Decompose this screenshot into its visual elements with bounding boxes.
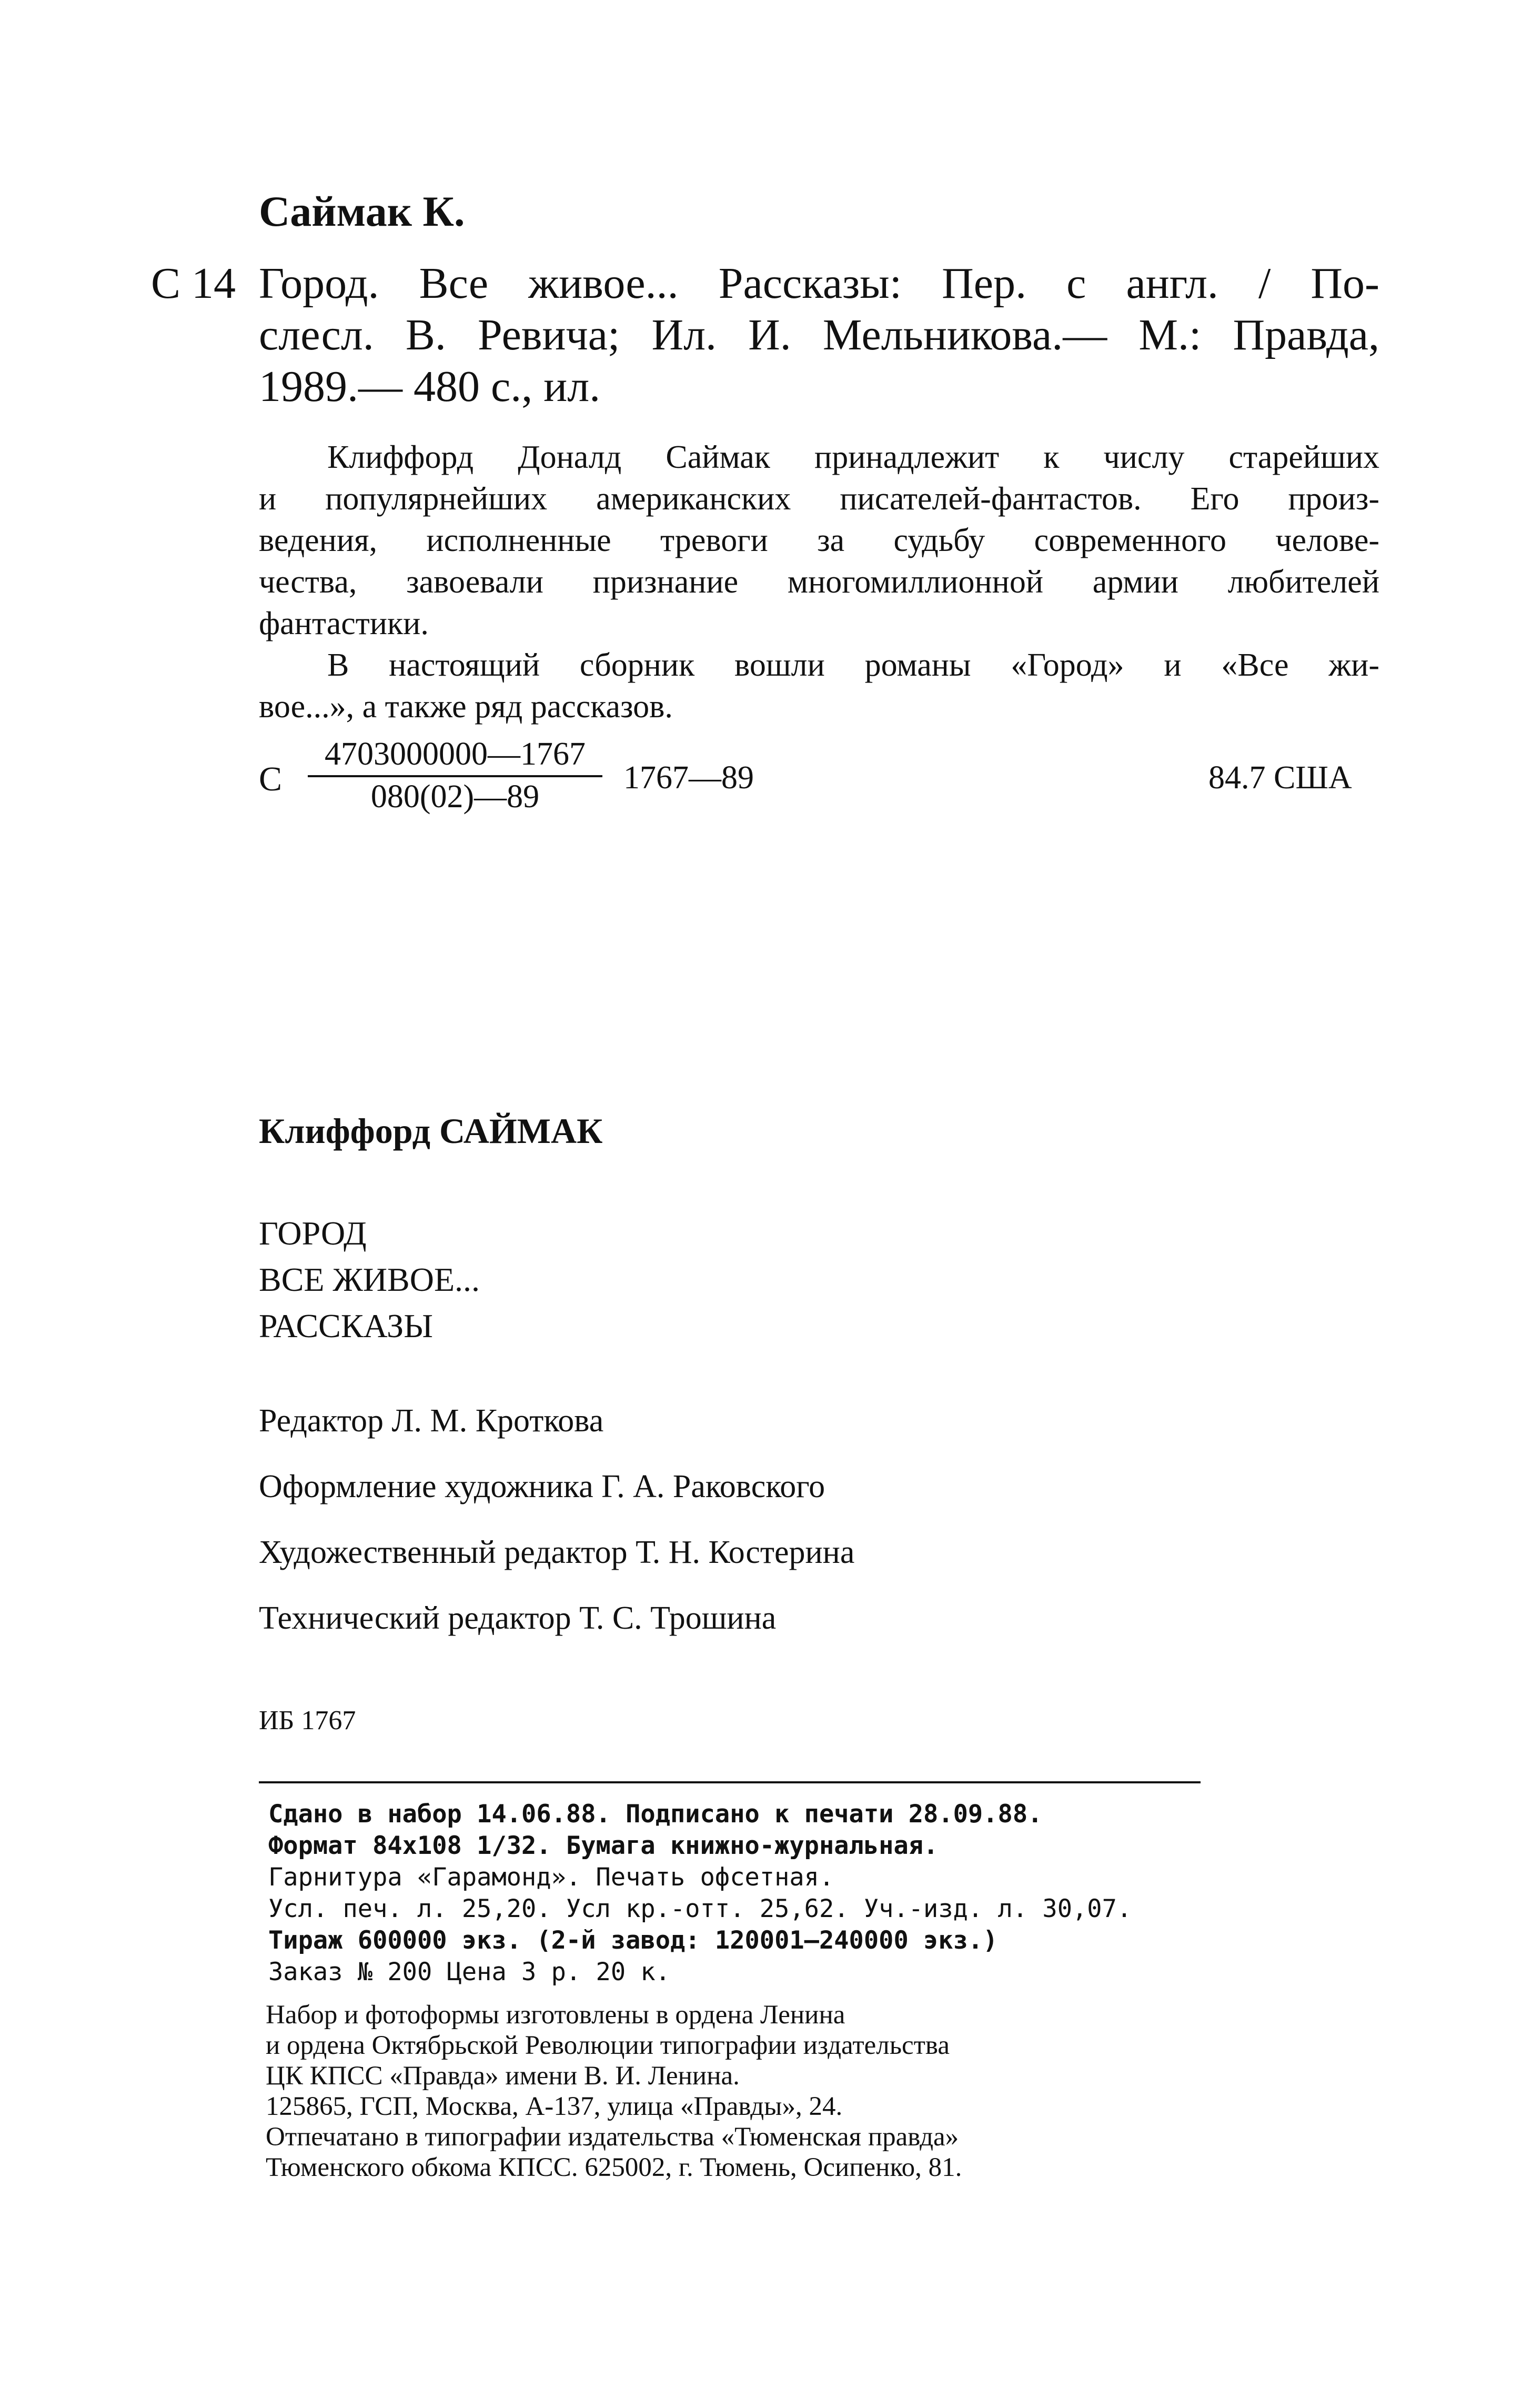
annotation-line: Клиффорд Доналд Саймак принадлежит к числу старейших [327, 439, 1379, 475]
credit-line: Технический редактор Т. С. Трошина [259, 1600, 777, 1636]
bib-line: слесл. В. Ревича; Ил. И. Мельникова.— М.: Правда, [259, 310, 1379, 359]
credit-line: Оформление художника Г. А. Раковского [259, 1469, 825, 1504]
imprint-line: Заказ № 200 Цена 3 р. 20 к. [268, 1958, 671, 1986]
book-titles [259, 1210, 480, 1349]
imprint-line: Сдано в набор 14.06.88. Подписано к печати 28.09.88. [268, 1800, 1043, 1829]
annotation-line: вое...», а также ряд рассказов. [259, 689, 673, 725]
imprint-details [268, 1799, 1132, 1988]
index-denominator: 080(02)—89 [370, 779, 540, 815]
annotation-line: фантастики. [259, 606, 429, 641]
press-line: ЦК КПСС «Правда» имени В. И. Ленина. [266, 2061, 740, 2091]
imprint-line: Формат 84x108 1/32. Бумага книжно-журнальная. [268, 1831, 939, 1860]
credits [259, 1402, 854, 1665]
index-letter: С [259, 760, 283, 798]
index-fraction [308, 736, 602, 816]
imprint-line: Гарнитура «Гарамонд». Печать офсетная. [268, 1863, 834, 1892]
bibliographic-entry [259, 258, 1379, 413]
index-suffix: 1767—89 [623, 760, 754, 796]
imprint-line: Тираж 600000 экз. (2-й завод: 120001—240000 экз.) [268, 1926, 998, 1955]
bib-line: Город. Все живое... Рассказы: Пер. с англ. / По- [259, 259, 1379, 308]
book-title: ГОРОД [259, 1215, 367, 1252]
printing-house [266, 2000, 962, 2183]
book-title: ВСЕ ЖИВОЕ... [259, 1261, 480, 1298]
annotation-line: В настоящий сборник вошли романы «Город» и «Все жи- [327, 647, 1379, 683]
press-line: и ордена Октябрьской Революции типографии издательства [266, 2031, 950, 2060]
title-page-author: Клиффорд САЙМАК [259, 1111, 603, 1151]
press-line: Тюменского обкома КПСС. 625002, г. Тюмень, Осипенко, 81. [266, 2153, 962, 2182]
ib-number: ИБ 1767 [259, 1705, 356, 1735]
annotation [259, 437, 1379, 728]
class-code: С 14 [151, 259, 236, 308]
annotation-line: чества, завоевали признание многомиллионной армии любителей [259, 564, 1379, 600]
annotation-line: ведения, исполненные тревоги за судьбу современного челове- [259, 523, 1379, 558]
press-line: 125865, ГСП, Москва, А-137, улица «Правды», 24. [266, 2092, 843, 2121]
divider [259, 1781, 1201, 1783]
book-title: РАССКАЗЫ [259, 1307, 433, 1345]
annotation-line: и популярнейших американских писателей-фантастов. Его произ- [259, 481, 1379, 517]
author-heading: Саймак К. [259, 187, 465, 235]
press-line: Отпечатано в типографии издательства «Тюменская правда» [266, 2122, 959, 2152]
library-classification: 84.7 США [1208, 760, 1352, 796]
press-line: Набор и фотоформы изготовлены в ордена Ленина [266, 2000, 845, 2030]
credit-line: Художественный редактор Т. Н. Костерина [259, 1534, 855, 1570]
credit-line: Редактор Л. М. Кроткова [259, 1403, 604, 1439]
bib-line: 1989.— 480 с., ил. [259, 362, 601, 411]
imprint-line: Усл. печ. л. 25,20. Усл кр.-отт. 25,62. Уч.-изд. л. 30,07. [268, 1894, 1132, 1923]
index-numerator: 4703000000—1767 [308, 736, 602, 777]
